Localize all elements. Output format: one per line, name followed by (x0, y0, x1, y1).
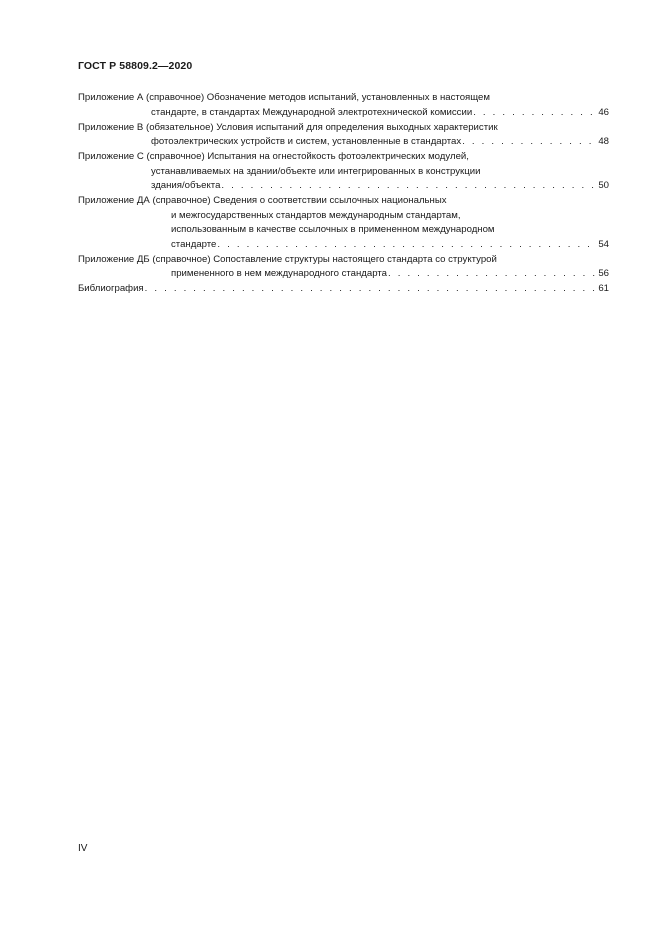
toc-entry-text: Приложение ДБ (справочное) Сопоставление структуры настоящего стандарта со структурой (78, 253, 497, 265)
toc-page-number: 48 (598, 136, 609, 147)
toc-page-number: 46 (598, 106, 609, 118)
toc-entry-appendix-b[interactable] (78, 121, 609, 150)
toc-entry-text: примененного в нем международного стандарта (171, 268, 387, 279)
toc-entry-text: Приложение С (справочное) Испытания на огнестойкость фотоэлектрических модулей, (78, 151, 469, 162)
toc-entry-last-line (78, 282, 609, 297)
toc-entry-text: стандарте, в стандартах Международной электротехнической комиссии (151, 106, 473, 118)
toc-page-number: 50 (598, 180, 609, 191)
toc-entry-appendix-a[interactable] (78, 91, 609, 120)
toc-entry-appendix-da[interactable] (78, 194, 609, 252)
toc-entry-text: фотоэлектрических устройств и систем, установленные в стандартах (151, 136, 462, 147)
toc-entry-text: устанавливаемых на здании/объекте или интегрированных в конструкции (151, 165, 481, 177)
toc-entry-text: стандарте (171, 238, 217, 250)
toc-entry-last-line (78, 238, 609, 253)
toc-entry-appendix-db[interactable] (78, 253, 609, 282)
toc-entry-text: здания/объекта (151, 180, 221, 191)
dot-leader (473, 106, 597, 121)
toc-entry-text: Приложение ДА (справочное) Сведения о соответствии ссылочных национальных (78, 195, 447, 206)
toc-entry-last-line (78, 179, 609, 194)
toc-entry-last-line (78, 106, 609, 121)
toc-page-number: 61 (598, 283, 609, 294)
toc-entry-appendix-c[interactable] (78, 150, 609, 194)
dot-leader (388, 267, 597, 282)
toc-entry-text: Библиография (78, 283, 144, 294)
toc-entry-text: Приложение А (справочное) Обозначение методов испытаний, установленных в настоящем (78, 92, 490, 103)
dot-leader (145, 282, 598, 297)
toc-page-number: 56 (598, 268, 609, 279)
toc-entry-last-line (78, 267, 609, 282)
page-number: IV (78, 843, 88, 854)
toc-entry-text: и межгосударственных стандартов международным стандартам, (171, 209, 461, 221)
dot-leader (221, 179, 597, 194)
toc-entry-text: использованным в качестве ссылочных в примененном международном (171, 224, 495, 235)
toc-entry-bibliography[interactable] (78, 282, 609, 297)
dot-leader (462, 135, 597, 150)
dot-leader (217, 238, 597, 253)
table-of-contents (78, 91, 609, 297)
toc-page-number: 54 (598, 238, 609, 250)
document-header: ГОСТ Р 58809.2—2020 (78, 60, 193, 72)
toc-entry-text: Приложение В (обязательное) Условия испытаний для определения выходных характеристик (78, 121, 498, 133)
toc-entry-last-line (78, 135, 609, 150)
